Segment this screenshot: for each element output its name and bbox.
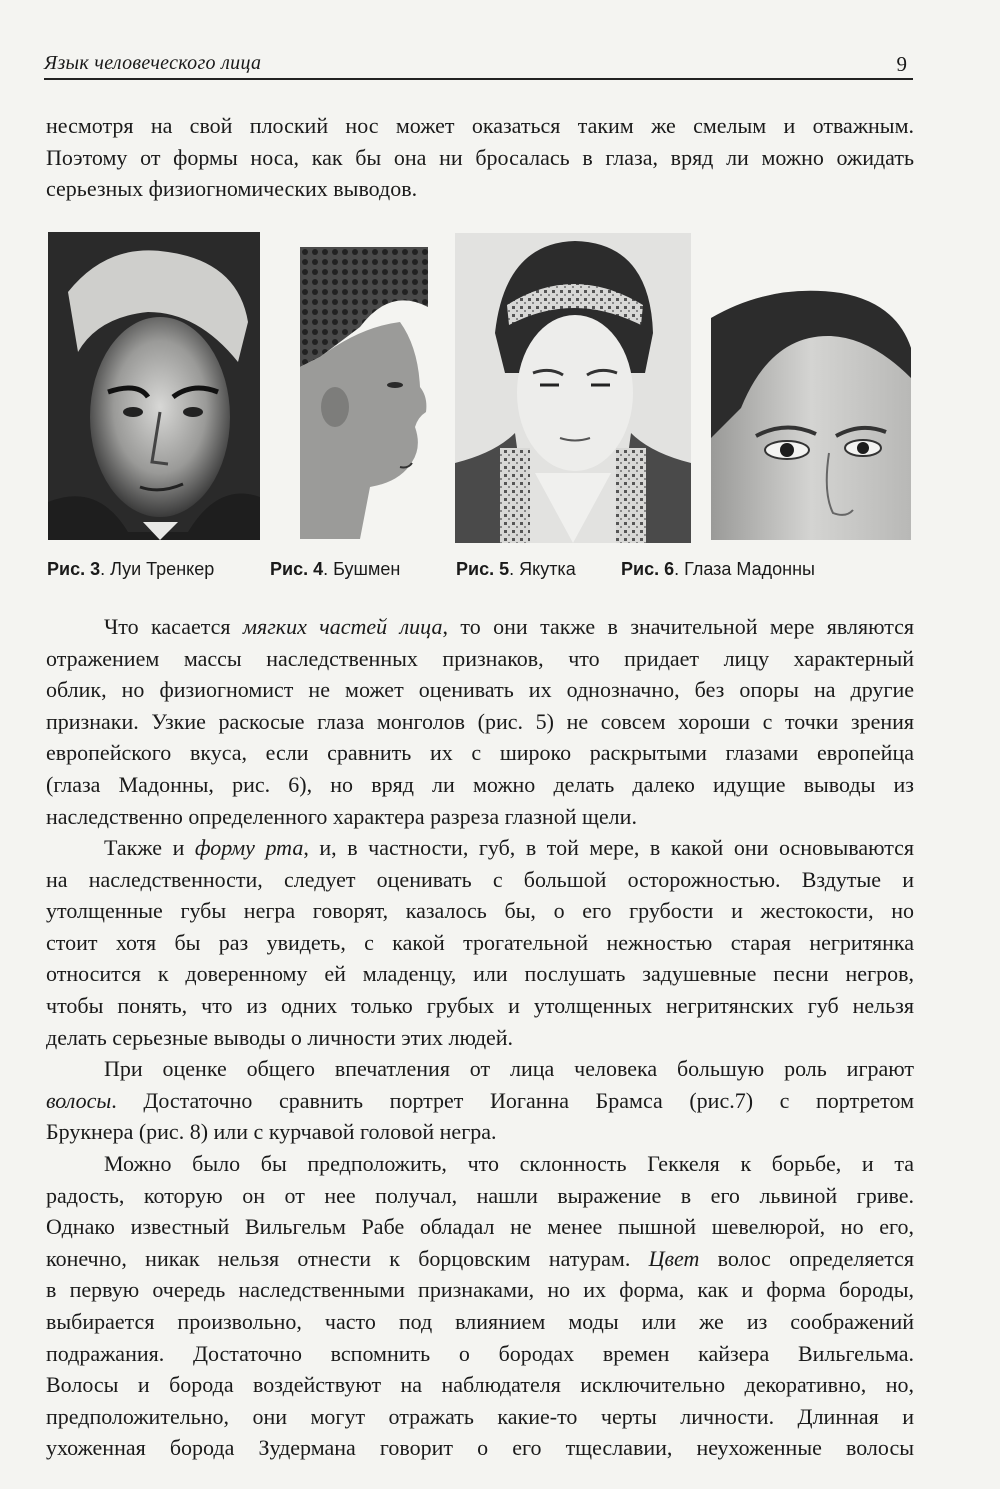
text-line: отражением массы наследственных признаков, что придает лицу характерный — [46, 645, 914, 671]
paragraph-mouth — [46, 832, 914, 1053]
figure-5-label: Рис. 5 — [456, 559, 510, 579]
text-line: Также и форму рта, и, в частности, губ, в той мере, в какой они основываются — [104, 835, 914, 860]
paragraph-soft-parts — [46, 611, 914, 832]
text-line: предположительно, они могут отражать какие-то черты личности. Длинная и — [46, 1403, 914, 1429]
text-line: серьезных физиогномических выводов. — [46, 176, 418, 202]
text-line: Поэтому от формы носа, как бы она ни бросалась в глаза, вряд ли можно ожидать — [46, 144, 914, 170]
figure-6-photo — [711, 288, 911, 540]
text-line: утолщенные губы негра говорят, казалось бы, о его грубости и жестокости, но — [46, 898, 914, 924]
text-line: делать серьезные выводы о личности этих людей. — [46, 1024, 514, 1050]
text-line: в первую очередь наследственными признаками, но их форма, как и форма бороды, — [46, 1277, 914, 1303]
text-line: признаки. Узкие раскосые глаза монголов (рис. 5) не совсем хороши с точки зрения — [46, 708, 914, 734]
paragraph-hair — [46, 1053, 914, 1148]
text-line: радость, которую он от нее получал, нашли выражение в его львиной гриве. — [46, 1182, 914, 1208]
text-line: волосы. Достаточно сравнить портрет Иоганна Брамса (рис.7) с портретом — [46, 1087, 914, 1113]
text-line: чтобы понять, что из одних только грубых и утолщенных негритянских губ нельзя — [46, 992, 914, 1018]
emphasis: форму рта — [194, 835, 304, 860]
figure-4-label: Рис. 4 — [270, 559, 324, 579]
figure-5-photo — [455, 233, 691, 543]
running-title: Язык человеческого лица — [44, 52, 262, 74]
figure-5-name: . Якутка — [509, 559, 576, 579]
text-line: Брукнера (рис. 8) или с курчавой головой негра. — [46, 1119, 497, 1145]
text-line: стоит хотя бы раз увидеть, с какой трогательной нежностью старая негритянка — [46, 929, 914, 955]
text-line: (глаза Мадонны, рис. 6), но вряд ли можно делать далеко идущие выводы из — [46, 771, 914, 797]
emphasis: мягких частей лица — [242, 614, 443, 639]
figure-6-label: Рис. 6 — [621, 559, 675, 579]
text-line: выбирается произвольно, часто под влиянием моды или же из соображений — [46, 1308, 914, 1334]
figure-3-caption — [47, 559, 214, 580]
figure-4-name: . Бушмен — [323, 559, 401, 579]
figure-3-photo — [48, 232, 260, 540]
figure-5-caption — [456, 559, 576, 580]
figure-3-name: . Луи Тренкер — [100, 559, 215, 579]
text-line: относится к доверенному ей младенцу, или послушать задушевные песни негров, — [46, 961, 914, 987]
page-header — [44, 48, 913, 80]
figure-4-caption — [270, 559, 400, 580]
paragraph-beard — [46, 1148, 914, 1464]
page-number: 9 — [896, 52, 907, 76]
emphasis: Цвет — [648, 1245, 700, 1271]
text-line: несмотря на свой плоский нос может оказаться таким же смелым и отважным. — [46, 113, 914, 138]
text-line: Можно было бы предположить, что склонность Геккеля к борьбе, и та — [104, 1151, 914, 1176]
emphasis: волосы — [46, 1087, 112, 1113]
text-line: При оценке общего впечатления от лица человека большую роль играют — [104, 1056, 914, 1081]
text-line: на наследственности, следует оценивать с большой осторожностью. Вздутые и — [46, 866, 914, 892]
text-line: Однако известный Вильгельм Рабе обладал не менее пышной шевелюрой, но его, — [46, 1214, 914, 1240]
figure-6-caption — [621, 559, 815, 580]
intro-paragraph — [46, 110, 914, 205]
text-line: Что касается мягких частей лица, то они также в значительной мере являются — [104, 614, 914, 639]
header-rule — [44, 78, 913, 80]
text-line: облик, но физиогномист не может оценивать их однозначно, без опоры на другие — [46, 677, 914, 703]
text-line: наследственно определенного характера разреза глазной щели. — [46, 803, 637, 829]
text-line: ухоженная борода Зудермана говорит о его тщеславии, неухоженные волосы — [46, 1435, 914, 1461]
text-line: подражания. Достаточно вспомнить о бородах времен кайзера Вильгельма. — [46, 1340, 914, 1366]
text-line: конечно, никак нельзя отнести к борцовским натурам. Цвет волос определяется — [46, 1245, 914, 1271]
text-line: Волосы и борода воздействуют на наблюдателя исключительно декоративно, но, — [46, 1372, 914, 1398]
figure-3-label: Рис. 3 — [47, 559, 101, 579]
figure-6-name: . Глаза Мадонны — [674, 559, 815, 579]
figure-4-photo — [300, 247, 428, 539]
text-line: европейского вкуса, если сравнить их с широко раскрытыми глазами европейца — [46, 740, 914, 766]
